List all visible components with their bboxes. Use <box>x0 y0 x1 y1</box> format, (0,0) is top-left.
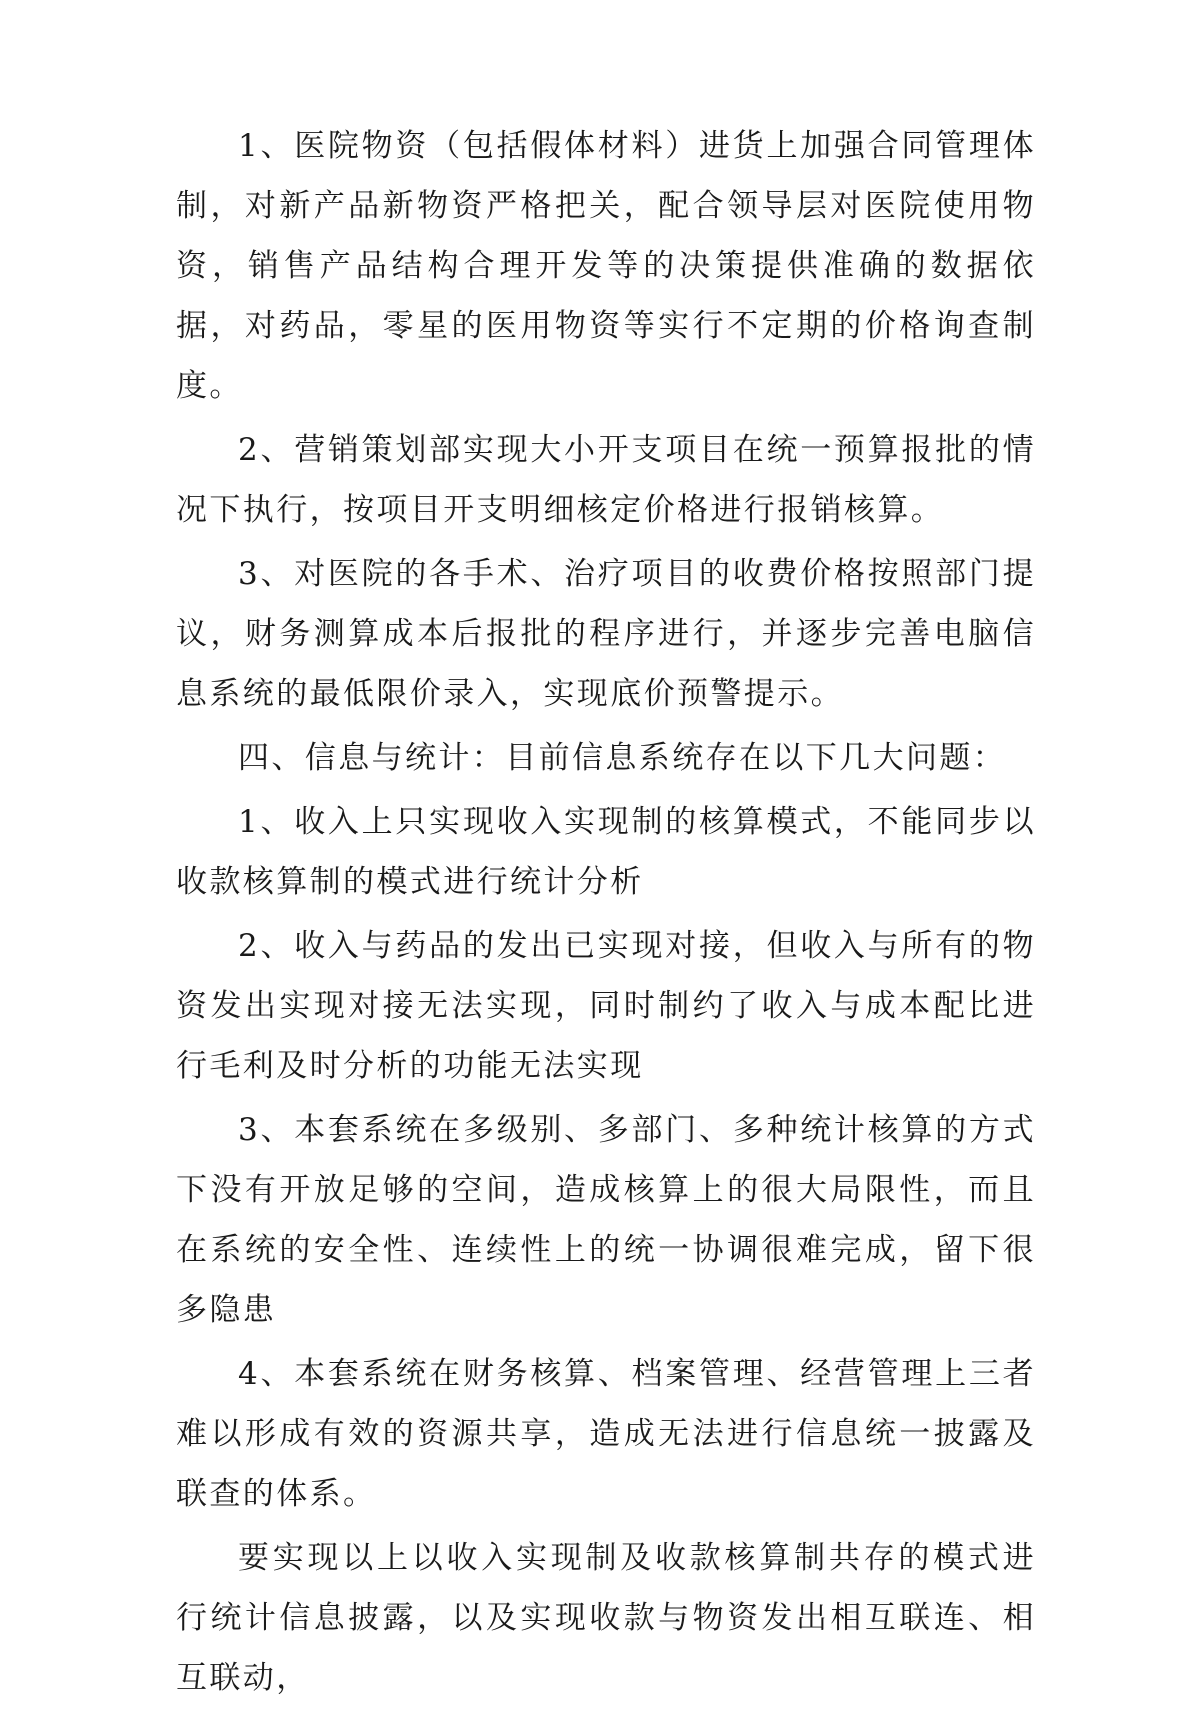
paragraph-issue-3: 3、本套系统在多级别、多部门、多种统计核算的方式下没有开放足够的空间，造成核算上的很大局限性，而且在系统的安全性、连续性上的统一协调很难完成，留下很多隐患 <box>176 1112 1036 1328</box>
paragraph-marketing-budget: 2、营销策划部实现大小开支项目在统一预算报批的情况下执行，按项目开支明细核定价格进行报销核算。 <box>176 432 1036 528</box>
paragraph-materials-contract: 1、医院物资（包括假体材料）进货上加强合同管理体制，对新产品新物资严格把关，配合领导层对医院使用物资，销售产品结构合理开发等的决策提供准确的数据依据，对药品，零星的医用物资等实行不定期的价格询查制度。 <box>176 128 1036 404</box>
paragraph-issue-2: 2、收入与药品的发出已实现对接，但收入与所有的物资发出实现对接无法实现，同时制约了收入与成本配比进行毛利及时分析的功能无法实现 <box>176 928 1036 1084</box>
section-heading-info-statistics: 四、信息与统计：目前信息系统存在以下几大问题： <box>238 740 1007 776</box>
paragraph-issue-1: 1、收入上只实现收入实现制的核算模式，不能同步以收款核算制的模式进行统计分析 <box>176 804 1036 900</box>
paragraph-issue-4: 4、本套系统在财务核算、档案管理、经营管理上三者难以形成有效的资源共享，造成无法进行信息统一披露及联查的体系。 <box>176 1356 1036 1512</box>
paragraph-conclusion: 要实现以上以收入实现制及收款核算制共存的模式进行统计信息披露，以及实现收款与物资发出相互联连、相互联动， <box>176 1540 1036 1696</box>
document-body <box>176 116 1036 1712</box>
paragraph-pricing-procedure: 3、对医院的各手术、治疗项目的收费价格按照部门提议，财务测算成本后报批的程序进行，并逐步完善电脑信息系统的最低限价录入，实现底价预警提示。 <box>176 556 1036 712</box>
